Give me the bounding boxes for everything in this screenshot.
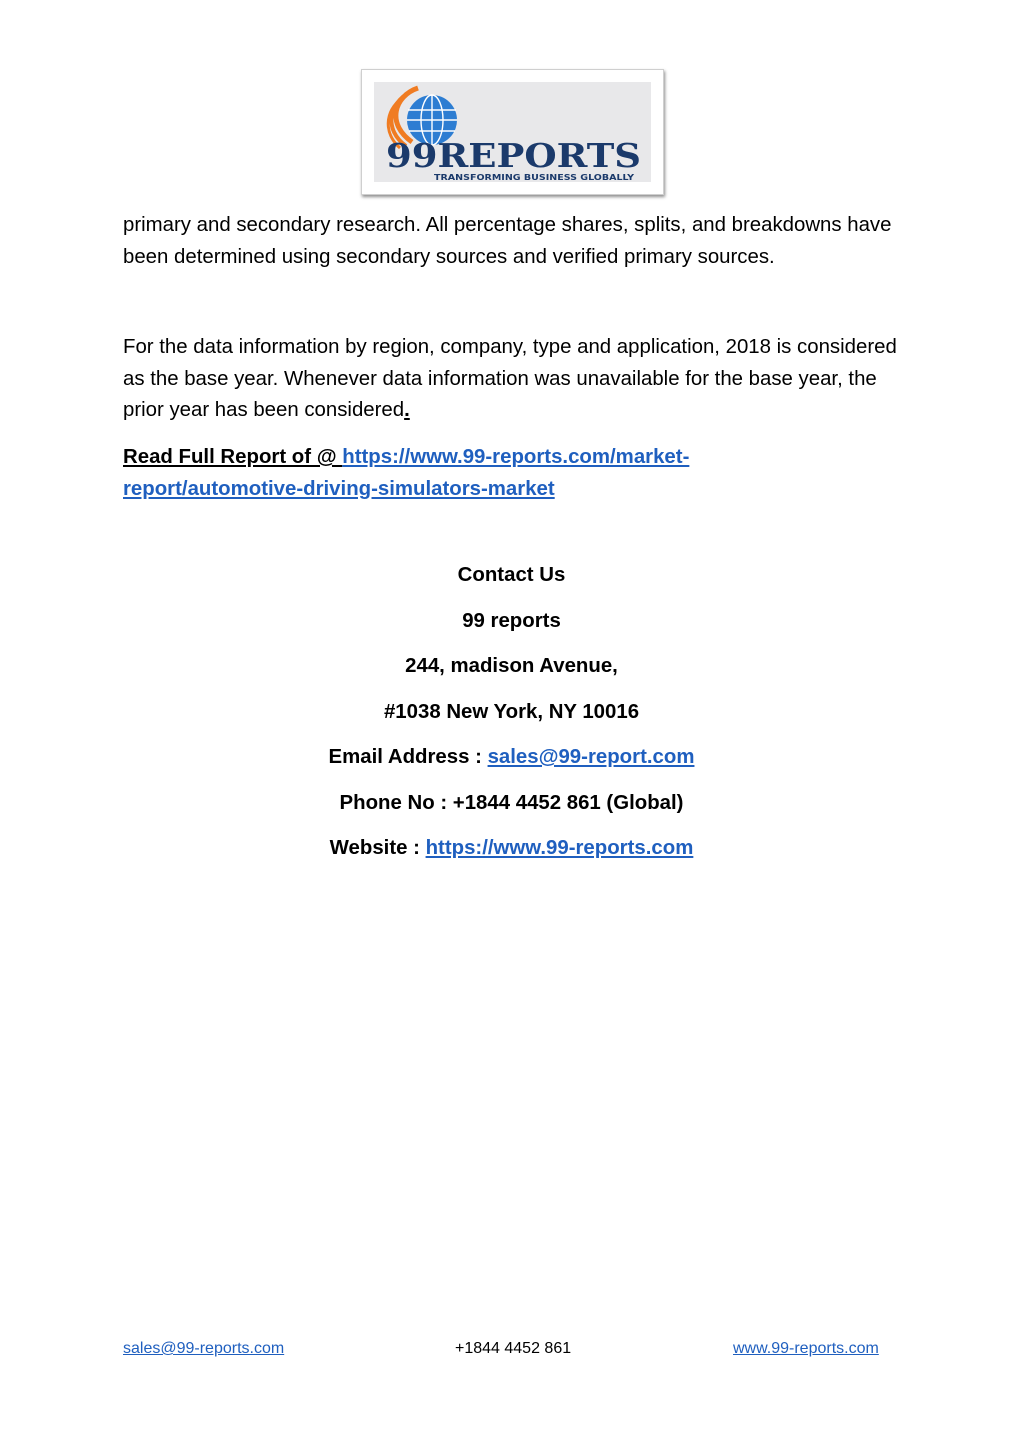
email-label: Email Address : <box>328 746 488 768</box>
contact-email-row <box>0 746 1023 769</box>
contact-phone: Phone No : +1844 4452 861 (Global) <box>339 792 684 814</box>
logo <box>361 69 664 195</box>
report-link-line2: report/automotive-driving-simulators-market <box>123 477 555 500</box>
contact-website-row <box>0 837 1023 860</box>
logo-image <box>374 82 651 182</box>
footer-phone: +1844 4452 861 <box>455 1340 572 1357</box>
contact-company: 99 reports <box>462 610 561 632</box>
contact-address-line2: #1038 New York, NY 10016 <box>383 701 640 723</box>
contact-address-line1: 244, madison Avenue, <box>405 655 618 677</box>
paragraph-base-year-text: For the data information by region, company, type and application, 2018 is considered as the base year. Whenever data information was unavailable for the base year, the prior year has been considered <box>123 336 897 421</box>
paragraph-base-year <box>123 332 913 427</box>
footer-email-link[interactable]: sales@99-reports.com <box>123 1340 285 1357</box>
contact-heading: Contact Us <box>457 564 566 586</box>
paragraph-period: . <box>404 399 410 421</box>
footer-website-link[interactable]: www.99-reports.com <box>733 1340 879 1357</box>
read-full-report <box>123 442 913 505</box>
logo-brand: 99REPORTS <box>386 136 641 175</box>
read-full-label: Read Full Report of @ <box>123 446 343 468</box>
website-link[interactable]: https://www.99-reports.com <box>425 837 694 859</box>
email-link[interactable]: sales@99-report.com <box>487 746 695 768</box>
paragraph-research: primary and secondary research. All percentage shares, splits, and breakdowns have been determined using secondary sources and verified primary sources. <box>123 214 892 268</box>
logo-tagline: TRANSFORMING BUSINESS GLOBALLY <box>434 173 635 182</box>
website-label: Website : <box>329 837 426 859</box>
report-link-line1: https://www.99-reports.com/market- <box>342 446 690 468</box>
